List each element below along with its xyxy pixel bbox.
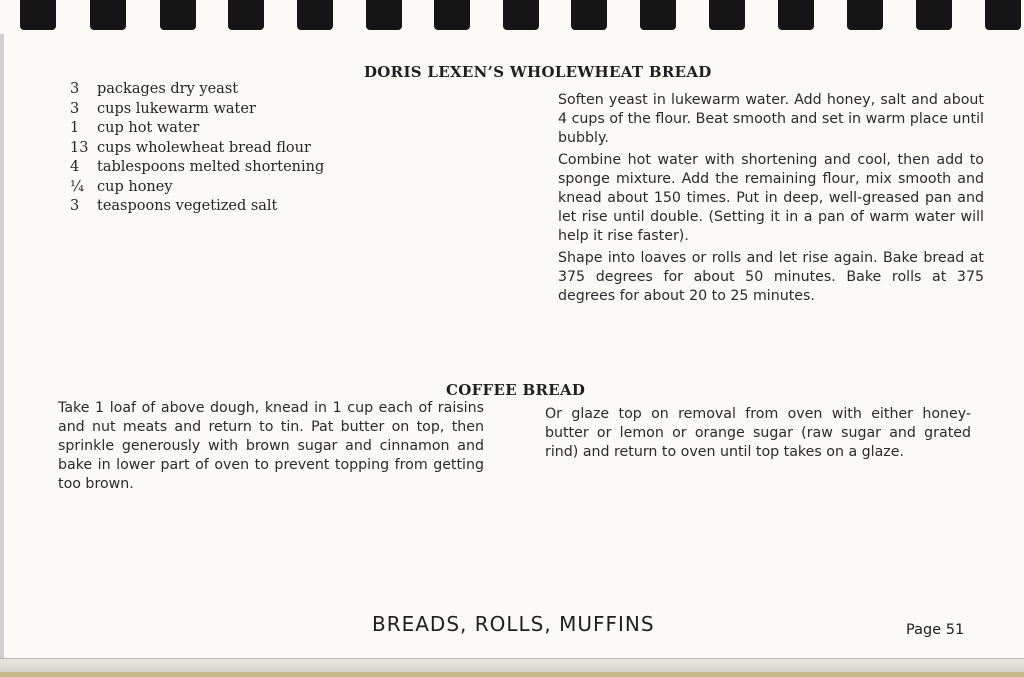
binding-hole: [20, 0, 56, 30]
ingredient-qty: 1: [70, 120, 80, 136]
ingredient-item: [70, 119, 324, 139]
binding-hole: [571, 0, 607, 30]
ingredient-name: packages dry yeast: [97, 81, 239, 97]
binding-hole: [434, 0, 470, 30]
page-bottom-edge: [0, 658, 1024, 677]
ingredient-name: cups lukewarm water: [97, 100, 256, 117]
binding-hole: [640, 0, 676, 30]
ingredient-name: teaspoons vegetized salt: [97, 198, 278, 214]
method-instructions: [558, 91, 984, 309]
ingredient-qty: 4: [70, 159, 80, 175]
method-step: Combine hot water with shortening and cool, then add to sponge mixture. Add the remaining flour, mix smooth and knead about 150 times. Put in deep, well-greased pan and let rise until double. (Setting it in a pan of warm water will help it rise faster).: [558, 152, 984, 244]
coffee-bread-text-left: Take 1 loaf of above dough, knead in 1 cup each of raisins and nut meats and return to tin. Pat butter on top, then sprinkle generously with brown sugar and cinnamon and bake in lower part of oven to prevent topping from getting too brown.: [58, 400, 484, 492]
binding-hole: [709, 0, 745, 30]
binding-hole: [297, 0, 333, 30]
ingredient-qty: 3: [70, 198, 80, 214]
ingredient-item: [70, 139, 324, 159]
spiral-binding: [0, 0, 1024, 34]
ingredient-item: [70, 178, 324, 198]
ingredient-name: cup honey: [97, 178, 173, 195]
coffee-bread-text-right: Or glaze top on removal from oven with either honey-butter or lemon or orange sugar (raw sugar and grated rind) and return to oven until top takes on a glaze.: [545, 406, 971, 460]
ingredient-item: [70, 197, 324, 217]
ingredient-qty: 3: [70, 100, 80, 117]
ingredient-item: [70, 158, 324, 178]
ingredient-name: cups wholewheat bread flour: [97, 139, 311, 156]
recipe-title-coffee-bread: COFFEE BREAD: [446, 381, 586, 399]
recipe-title-wholewheat-bread: DORIS LEXEN’S WHOLEWHEAT BREAD: [364, 63, 712, 81]
page-number: Page 51: [906, 622, 965, 638]
ingredient-name: tablespoons melted shortening: [97, 159, 325, 175]
binding-hole: [916, 0, 952, 30]
binding-hole: [985, 0, 1021, 30]
ingredient-item: [70, 80, 324, 100]
binding-hole: [90, 0, 126, 30]
ingredient-item: [70, 100, 324, 120]
ingredient-qty: 13: [70, 139, 89, 156]
method-step: Shape into loaves or rolls and let rise again. Bake bread at 375 degrees for about 50 minutes. Bake rolls at 375 degrees for about 20 to 25 minutes.: [558, 250, 984, 304]
ingredient-name: cup hot water: [97, 120, 200, 136]
ingredient-list: [70, 80, 324, 217]
page-edge: [0, 0, 4, 677]
binding-hole: [778, 0, 814, 30]
section-footer: BREADS, ROLLS, MUFFINS: [372, 612, 655, 636]
binding-hole: [228, 0, 264, 30]
binding-hole: [503, 0, 539, 30]
ingredient-qty: ¼: [70, 178, 85, 195]
method-step: Soften yeast in lukewarm water. Add honey, salt and about 4 cups of the flour. Beat smooth and set in warm place until bubbly.: [558, 92, 984, 146]
binding-hole: [160, 0, 196, 30]
ingredient-qty: 3: [70, 81, 80, 97]
binding-hole: [847, 0, 883, 30]
binding-hole: [366, 0, 402, 30]
